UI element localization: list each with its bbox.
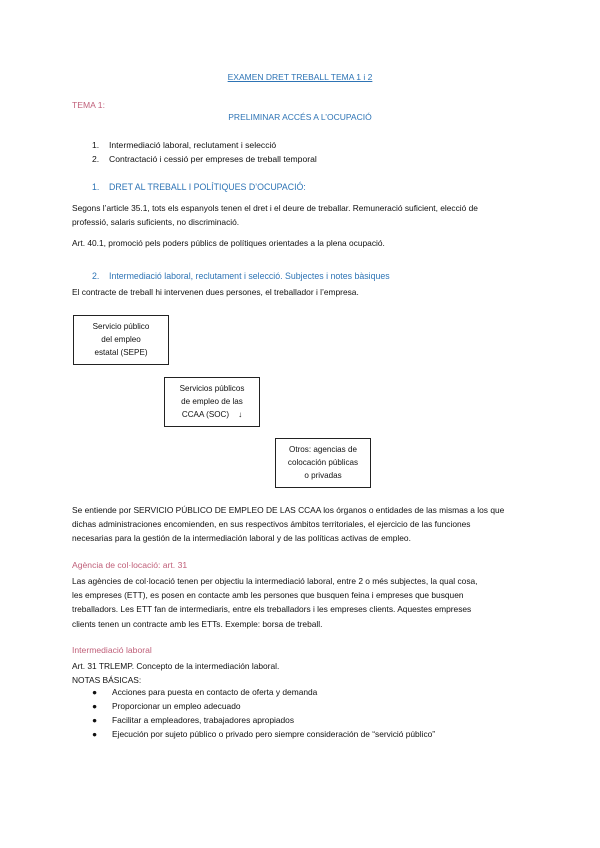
paragraph-line: professió, salaris suficients, no discriminació. — [72, 217, 240, 228]
bullet-text: Proporcionar un empleo adecuado — [112, 701, 241, 711]
intermediacio-heading: Intermediació laboral — [72, 645, 152, 655]
list-item — [92, 701, 241, 711]
servicio-publico-paragraph — [72, 503, 528, 546]
paragraph-line: dichas administraciones encomienden, en sus respectivos ámbitos territoriales, el ejercicio de las funciones — [72, 519, 471, 530]
box-line: colocación públicas — [287, 458, 359, 467]
box-line: Servicio público — [92, 322, 150, 331]
diagram-box-soc — [164, 377, 260, 427]
tema-label: TEMA 1: — [72, 100, 105, 110]
section2-paragraph: El contracte de treball hi intervenen dues persones, el treballador i l’empresa. — [72, 287, 359, 297]
paragraph-line: clients tenen un contracte amb les ETTs. Exemple: borsa de treball. — [72, 618, 323, 629]
section2-heading — [92, 271, 390, 281]
arrow-down-icon: ↓ — [238, 410, 243, 419]
bullet-icon: ● — [92, 701, 98, 711]
box-line: Servicios públicos — [179, 384, 245, 393]
section1-paragraph — [72, 201, 528, 229]
paragraph-line: Segons l’article 35.1, tots els espanyols tenen el dret i el deure de treballar. Remuneració suficient, elecció de — [72, 203, 478, 213]
bullet-icon: ● — [92, 715, 98, 725]
box-line: Otros: agencias de — [289, 445, 357, 454]
list-number: 1. — [92, 140, 100, 150]
bullet-text: Ejecución por sujeto público o privado pero siempre consideración de “servició público” — [112, 729, 436, 739]
paragraph-line: necesarias para la gestión de la intermediación laboral y de las políticas activas de empleo. — [72, 533, 411, 544]
section1-paragraph-2: Art. 40.1, promoció pels poders públics de polítiques orientades a la plena ocupació. — [72, 238, 385, 248]
list-number: 2. — [92, 154, 100, 164]
diagram-box-otros — [275, 438, 371, 488]
box-line: estatal (SEPE) — [94, 348, 148, 357]
box-line: o privadas — [304, 471, 342, 480]
bullet-text: Acciones para puesta en contacto de oferta y demanda — [112, 687, 318, 697]
notas-basicas-label: NOTAS BÁSICAS: — [72, 675, 142, 685]
list-item — [92, 140, 276, 150]
list-item — [92, 687, 317, 697]
paragraph-line: Las agències de col·locació tenen per objectiu la intermediació laboral, entre 2 o més subjectes, la qual cosa, — [72, 576, 478, 586]
paragraph-line: les empreses (ETT), es posen en contacte amb les persones que busquen feina i empreses que busquen — [72, 590, 464, 601]
section-number: 1. — [92, 182, 100, 192]
agencia-paragraph — [72, 574, 528, 631]
intermediacio-article: Art. 31 TRLEMP. Concepto de la intermediación laboral. — [72, 661, 280, 671]
list-text: Intermediació laboral, reclutament i selecció — [109, 140, 277, 150]
section-heading-text: Intermediació laboral, reclutament i selecció. Subjectes i notes bàsiques — [109, 271, 390, 281]
paragraph-line: Se entiende por SERVICIO PÚBLICO DE EMPLEO DE LAS CCAA los órganos o entidades de las mismas a los que — [72, 505, 505, 515]
agencia-heading: Agència de col·locació: art. 31 — [72, 560, 188, 570]
box-line: CCAA (SOC) ↓ — [181, 410, 243, 419]
bullet-icon: ● — [92, 729, 98, 739]
list-item — [92, 154, 317, 164]
box-line: del empleo — [101, 335, 141, 344]
section-number: 2. — [92, 271, 100, 281]
list-text: Contractació i cessió per empreses de treball temporal — [109, 154, 317, 164]
section-subtitle: PRELIMINAR ACCÉS A L’OCUPACIÓ — [228, 112, 372, 122]
document-title: EXAMEN DRET TREBALL TEMA 1 i 2 — [227, 72, 373, 82]
bullet-text: Facilitar a empleadores, trabajadores apropiados — [112, 715, 295, 725]
section1-heading — [92, 182, 306, 192]
diagram-box-sepe — [73, 315, 169, 365]
list-item — [92, 729, 435, 739]
paragraph-line: treballadors. Les ETT fan de intermediaris, entre els treballadors i les empreses clients. Aquestes empreses — [72, 604, 472, 615]
list-item — [92, 715, 294, 725]
bullet-icon: ● — [92, 687, 98, 697]
box-line: de empleo de las — [181, 397, 243, 406]
section-heading-text: DRET AL TREBALL I POLÍTIQUES D’OCUPACIÓ: — [109, 182, 306, 192]
